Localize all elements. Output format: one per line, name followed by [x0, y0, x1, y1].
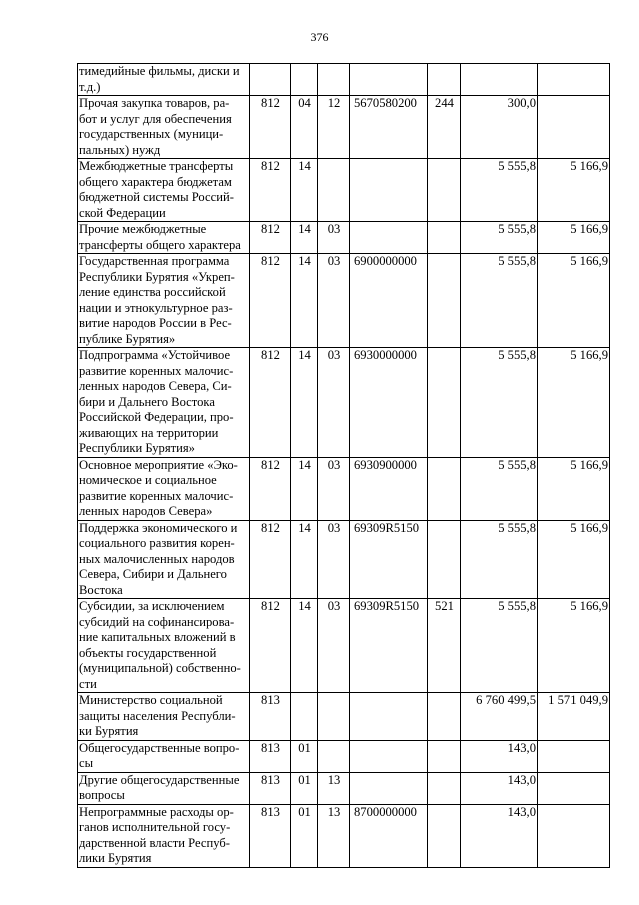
cell-section [291, 159, 318, 222]
cell-subsection-text: 12 [327, 96, 341, 110]
cell-department [250, 520, 291, 599]
cell-amount-2 [538, 693, 610, 741]
cell-name-text: Подпрограмма «Устойчивое развитие коренных малочис- ленных народов Севера, Си- бири и Дальнего Востока Российской Федерации, про- живающих на территории Республики Бурятия» [79, 348, 234, 455]
cell-name-text: Общегосударственные вопро- сы [79, 740, 240, 770]
table-row [78, 520, 610, 599]
cell-department-text: 813 [261, 804, 280, 819]
cell-amount-2 [538, 64, 610, 96]
cell-amount-1 [461, 348, 538, 458]
cell-subsection-text: 13 [327, 804, 341, 819]
cell-amount-2-text: 5 166,9 [570, 457, 608, 472]
table-row [78, 804, 610, 867]
cell-target-article-text: 6930000000 [354, 348, 417, 362]
cell-section-text: 01 [298, 804, 311, 819]
cell-department-text: 813 [261, 740, 280, 755]
cell-subsection-text: 13 [327, 772, 341, 787]
cell-subsection-text: 03 [327, 348, 341, 362]
cell-amount-2 [538, 599, 610, 693]
cell-section [291, 457, 318, 520]
cell-amount-1-text: 5 555,8 [498, 599, 536, 613]
page-number: 376 [310, 30, 329, 44]
cell-section [291, 804, 318, 867]
cell-amount-2 [538, 804, 610, 867]
cell-expense-type-text: 521 [435, 599, 454, 613]
cell-subsection [318, 520, 350, 599]
table-row [78, 96, 610, 159]
cell-subsection [318, 772, 350, 804]
cell-target-article [350, 159, 428, 222]
cell-name [78, 772, 250, 804]
table-row [78, 222, 610, 254]
table-row [78, 599, 610, 693]
cell-amount-2-text: 5 166,9 [570, 520, 608, 535]
table-row [78, 740, 610, 772]
table-body [78, 64, 610, 868]
cell-subsection [318, 64, 350, 96]
cell-amount-1-text: 143,0 [507, 740, 536, 755]
cell-expense-type [428, 64, 461, 96]
cell-name-text: Субсидии, за исключением субсидий на софинансирова- ние капитальных вложений в объекты государственной (муниципальной) собственно- сти [79, 599, 241, 691]
cell-section [291, 96, 318, 159]
cell-section-text: 14 [298, 222, 311, 236]
cell-expense-type [428, 772, 461, 804]
cell-target-article [350, 740, 428, 772]
cell-section [291, 693, 318, 741]
cell-name [78, 254, 250, 348]
table-row [78, 254, 610, 348]
cell-expense-type [428, 740, 461, 772]
cell-amount-2 [538, 772, 610, 804]
cell-expense-type [428, 348, 461, 458]
cell-subsection [318, 254, 350, 348]
cell-department-text: 813 [261, 693, 280, 707]
cell-department-text: 812 [261, 254, 280, 268]
cell-amount-1 [461, 457, 538, 520]
cell-department [250, 772, 291, 804]
cell-section [291, 772, 318, 804]
cell-name-text: Основное мероприятие «Эко- номическое и социальное развитие коренных малочис- ленных народов Севера» [79, 457, 238, 518]
cell-section-text: 14 [298, 457, 311, 472]
cell-subsection [318, 348, 350, 458]
cell-amount-2 [538, 457, 610, 520]
cell-subsection [318, 599, 350, 693]
cell-name [78, 740, 250, 772]
cell-target-article [350, 222, 428, 254]
cell-amount-1 [461, 159, 538, 222]
cell-amount-1-text: 5 555,8 [498, 348, 536, 362]
cell-department [250, 599, 291, 693]
cell-name-text: Межбюджетные трансферты общего характера бюджетам бюджетной системы Россий- ской Федерации [79, 159, 234, 220]
cell-name-text: Государственная программа Республики Бурятия «Укреп- ление единства российской нации и этнокультурное раз- витие народов России в Рес- публике Бурятия» [79, 254, 235, 346]
cell-department [250, 254, 291, 348]
cell-expense-type [428, 96, 461, 159]
cell-department-text: 812 [261, 96, 280, 110]
cell-name [78, 520, 250, 599]
cell-department-text: 812 [261, 457, 280, 472]
cell-expense-type [428, 222, 461, 254]
cell-department [250, 693, 291, 741]
cell-target-article [350, 348, 428, 458]
cell-department [250, 740, 291, 772]
cell-department-text: 812 [261, 222, 280, 236]
cell-target-article-text: 8700000000 [354, 804, 417, 819]
cell-amount-2 [538, 96, 610, 159]
cell-section [291, 222, 318, 254]
cell-target-article [350, 693, 428, 741]
cell-name [78, 96, 250, 159]
cell-section-text: 01 [298, 772, 311, 787]
cell-name-text: Прочие межбюджетные трансферты общего характера [79, 222, 241, 252]
cell-expense-type [428, 804, 461, 867]
cell-section [291, 254, 318, 348]
table-row [78, 693, 610, 741]
cell-section-text: 14 [298, 348, 311, 362]
cell-name [78, 159, 250, 222]
cell-subsection [318, 159, 350, 222]
cell-name-text: тимедийные фильмы, диски и т.д.) [79, 64, 240, 94]
cell-expense-type-text: 244 [435, 96, 454, 110]
cell-amount-1 [461, 693, 538, 741]
cell-target-article [350, 804, 428, 867]
cell-section [291, 599, 318, 693]
cell-department-text: 812 [261, 348, 280, 362]
cell-department [250, 96, 291, 159]
cell-subsection [318, 693, 350, 741]
cell-department [250, 804, 291, 867]
cell-amount-1 [461, 740, 538, 772]
cell-subsection [318, 740, 350, 772]
cell-target-article [350, 457, 428, 520]
cell-section-text: 14 [298, 159, 311, 173]
cell-amount-2-text: 1 571 049,9 [548, 693, 608, 707]
table-row [78, 457, 610, 520]
cell-department [250, 159, 291, 222]
cell-department [250, 64, 291, 96]
cell-subsection-text: 03 [327, 222, 341, 236]
cell-target-article-text: 69309R5150 [354, 599, 420, 613]
cell-name-text: Прочая закупка товаров, ра- бот и услуг для обеспечения государственных (муници- пальных) нужд [79, 96, 232, 157]
cell-subsection-text: 03 [327, 457, 341, 472]
cell-section [291, 520, 318, 599]
cell-department [250, 457, 291, 520]
cell-department-text: 812 [261, 159, 280, 173]
cell-amount-1-text: 5 555,8 [498, 222, 536, 236]
cell-target-article [350, 772, 428, 804]
cell-section [291, 740, 318, 772]
cell-amount-1-text: 5 555,8 [498, 254, 536, 268]
cell-section [291, 348, 318, 458]
cell-name [78, 64, 250, 96]
cell-amount-1 [461, 222, 538, 254]
cell-target-article-text: 6900000000 [354, 254, 417, 268]
cell-target-article [350, 599, 428, 693]
cell-subsection-text: 03 [327, 520, 341, 535]
cell-subsection [318, 804, 350, 867]
cell-target-article [350, 96, 428, 159]
cell-name [78, 348, 250, 458]
cell-section-text: 14 [298, 254, 311, 268]
cell-name [78, 457, 250, 520]
cell-target-article [350, 254, 428, 348]
cell-target-article-text: 6930900000 [354, 457, 417, 472]
cell-target-article-text: 69309R5150 [354, 520, 420, 535]
table-row [78, 159, 610, 222]
cell-amount-1 [461, 599, 538, 693]
cell-subsection [318, 96, 350, 159]
cell-amount-2-text: 5 166,9 [570, 159, 608, 173]
cell-amount-1-text: 143,0 [507, 772, 536, 787]
cell-amount-1 [461, 96, 538, 159]
cell-target-article [350, 520, 428, 599]
cell-name-text: Поддержка экономического и социального развития корен- ных малочисленных народов Севера, Сибири и Дальнего Востока [79, 520, 238, 597]
cell-amount-2-text: 5 166,9 [570, 222, 608, 236]
cell-amount-2-text: 5 166,9 [570, 254, 608, 268]
cell-amount-1-text: 5 555,8 [498, 159, 536, 173]
cell-name-text: Министерство социальной защиты населения Республи- ки Бурятия [79, 693, 236, 738]
cell-amount-2-text: 5 166,9 [570, 348, 608, 362]
cell-amount-2 [538, 348, 610, 458]
cell-department-text: 813 [261, 772, 280, 787]
cell-amount-2 [538, 520, 610, 599]
cell-amount-2 [538, 740, 610, 772]
cell-expense-type [428, 693, 461, 741]
cell-expense-type [428, 254, 461, 348]
cell-subsection [318, 222, 350, 254]
table-row [78, 64, 610, 96]
cell-department [250, 348, 291, 458]
cell-amount-2-text: 5 166,9 [570, 599, 608, 613]
cell-target-article-text: 5670580200 [354, 96, 417, 110]
cell-amount-1 [461, 64, 538, 96]
table-row [78, 772, 610, 804]
cell-amount-1-text: 5 555,8 [498, 520, 536, 535]
cell-subsection-text: 03 [327, 599, 341, 613]
cell-amount-2 [538, 159, 610, 222]
cell-amount-1 [461, 520, 538, 599]
cell-name-text: Непрограммные расходы ор- ганов исполнительной госу- дарственной власти Респуб- лики Бурятия [79, 804, 234, 865]
cell-amount-1-text: 300,0 [507, 96, 536, 110]
cell-target-article [350, 64, 428, 96]
cell-department [250, 222, 291, 254]
cell-name [78, 222, 250, 254]
cell-section-text: 04 [298, 96, 311, 110]
cell-amount-1-text: 6 760 499,5 [476, 693, 536, 707]
cell-amount-1 [461, 772, 538, 804]
cell-name [78, 804, 250, 867]
cell-section-text: 01 [298, 740, 311, 755]
cell-subsection-text: 03 [327, 254, 341, 268]
cell-name [78, 693, 250, 741]
cell-subsection [318, 457, 350, 520]
cell-amount-2 [538, 222, 610, 254]
table-row [78, 348, 610, 458]
cell-amount-1 [461, 804, 538, 867]
cell-expense-type [428, 520, 461, 599]
cell-expense-type [428, 457, 461, 520]
cell-name-text: Другие общегосударственные вопросы [79, 772, 240, 802]
cell-amount-1-text: 143,0 [507, 804, 536, 819]
cell-amount-2 [538, 254, 610, 348]
cell-expense-type [428, 159, 461, 222]
budget-table [77, 63, 610, 868]
cell-section-text: 14 [298, 520, 311, 535]
cell-department-text: 812 [261, 520, 280, 535]
cell-section-text: 14 [298, 599, 311, 613]
cell-section [291, 64, 318, 96]
cell-amount-1 [461, 254, 538, 348]
cell-department-text: 812 [261, 599, 280, 613]
cell-amount-1-text: 5 555,8 [498, 457, 536, 472]
cell-expense-type [428, 599, 461, 693]
cell-name [78, 599, 250, 693]
